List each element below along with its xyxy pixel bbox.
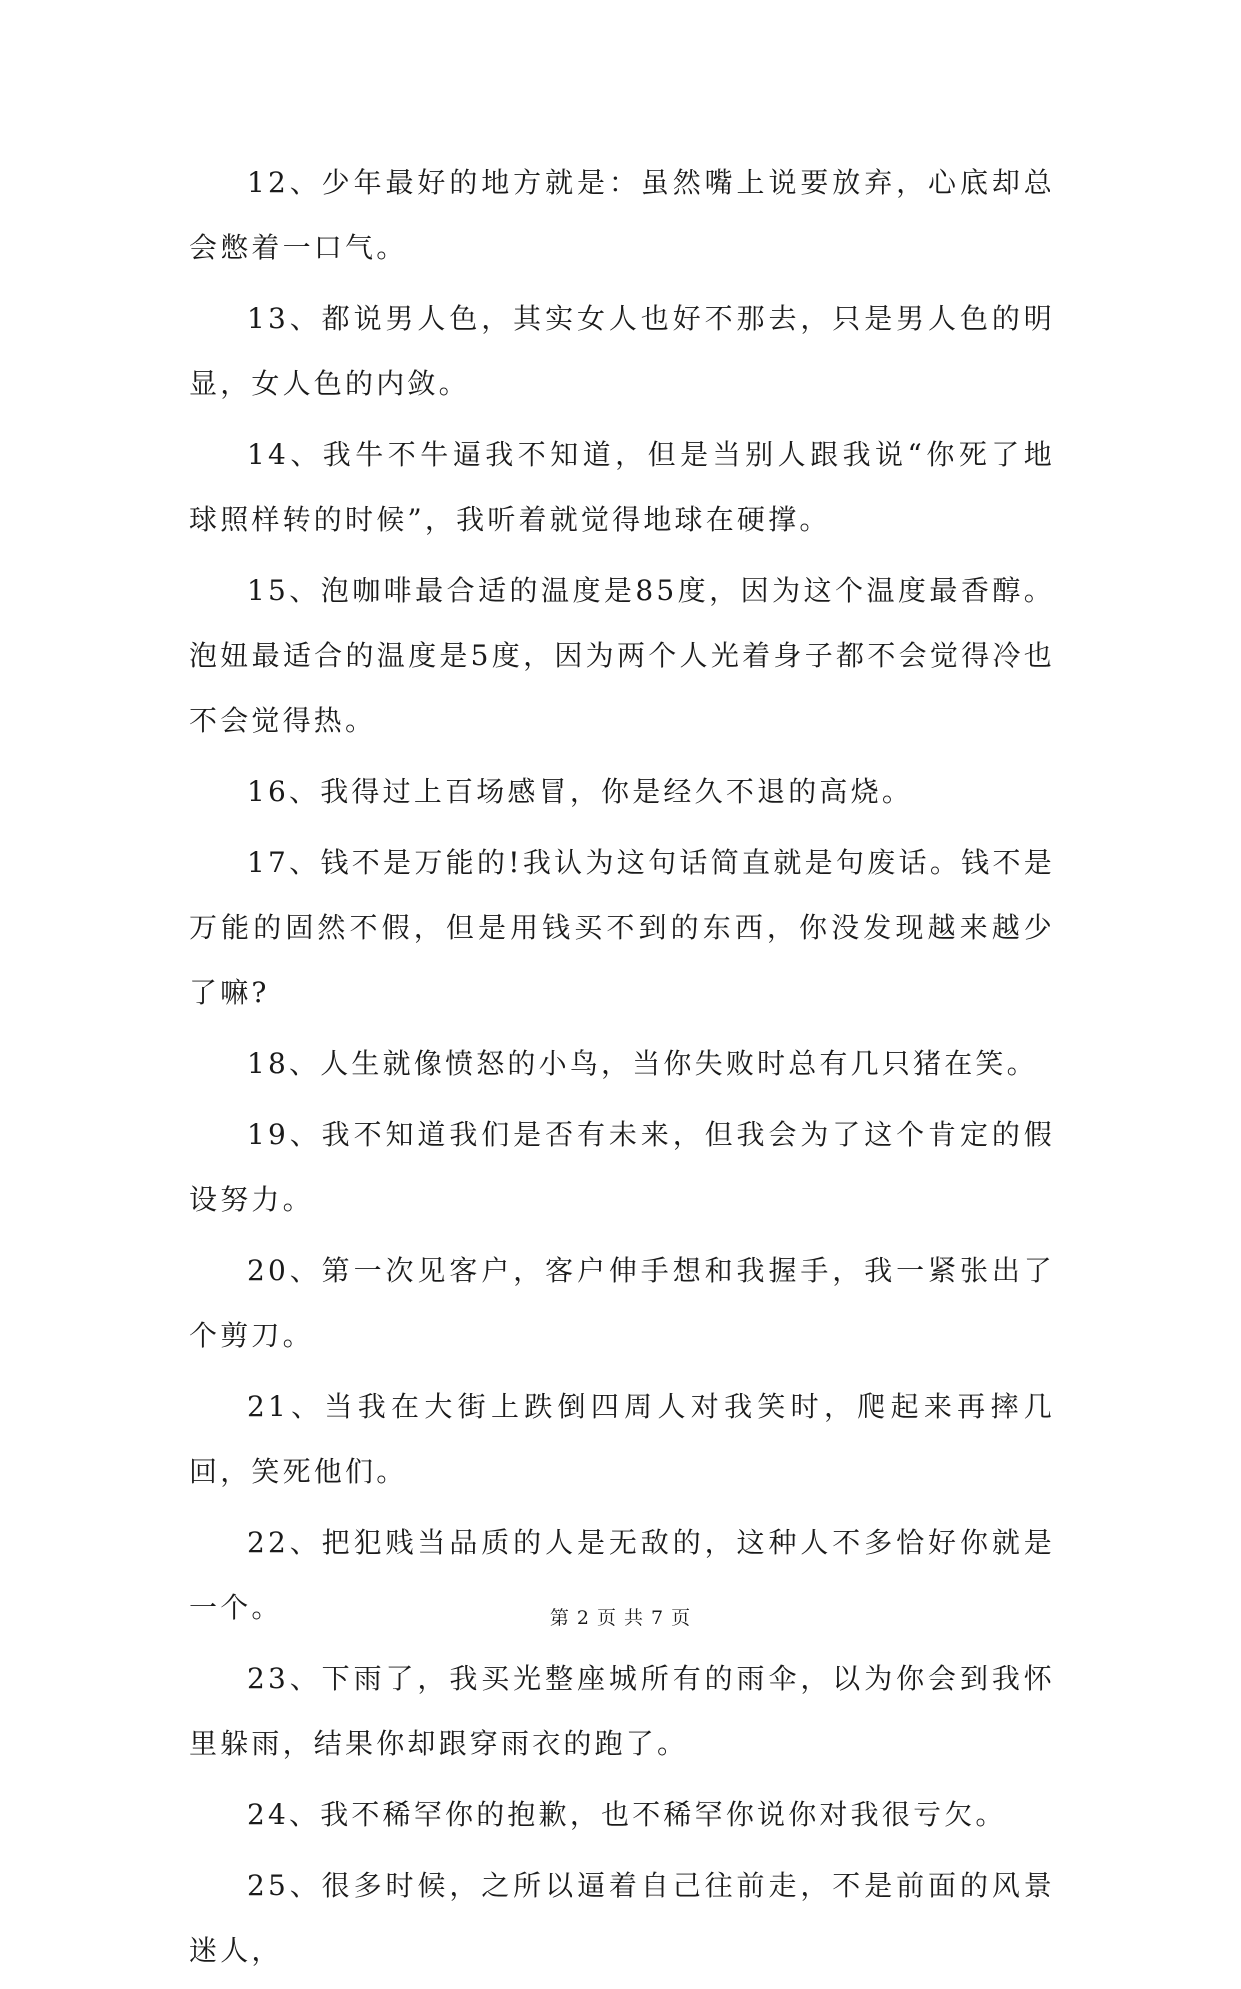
page-footer	[0, 1603, 1241, 1630]
paragraph-24: 24、我不稀罕你的抱歉，也不稀罕你说你对我很亏欠。	[247, 1798, 1007, 1831]
document-body	[189, 150, 1055, 1989]
paragraph-20: 20、第一次见客户，客户伸手想和我握手，我一紧张出了个剪刀。	[189, 1254, 1055, 1352]
paragraph-23: 23、下雨了，我买光整座城所有的雨伞，以为你会到我怀里躲雨，结果你却跟穿雨衣的跑了。	[189, 1662, 1055, 1760]
paragraph-13: 13、都说男人色，其实女人也好不那去，只是男人色的明显，女人色的内敛。	[189, 302, 1055, 400]
paragraph-12: 12、少年最好的地方就是：虽然嘴上说要放弃，心底却总会憋着一口气。	[189, 166, 1055, 264]
paragraph-19: 19、我不知道我们是否有未来，但我会为了这个肯定的假设努力。	[189, 1118, 1055, 1216]
page-number-label: 第 2 页 共 7 页	[549, 1607, 692, 1629]
paragraph-25: 25、很多时候，之所以逼着自己往前走，不是前面的风景迷人，	[189, 1869, 1055, 1967]
paragraph-15: 15、泡咖啡最合适的温度是85度，因为这个温度最香醇。泡妞最适合的温度是5度，因为两个人光着身子都不会觉得冷也不会觉得热。	[189, 574, 1055, 737]
paragraph-22: 22、把犯贱当品质的人是无敌的，这种人不多恰好你就是一个。	[189, 1526, 1055, 1624]
paragraph-21: 21、当我在大街上跌倒四周人对我笑时，爬起来再摔几回，笑死他们。	[189, 1390, 1055, 1488]
paragraph-14: 14、我牛不牛逼我不知道，但是当别人跟我说“你死了地球照样转的时候”，我听着就觉得地球在硬撑。	[189, 438, 1055, 536]
paragraph-18: 18、人生就像愤怒的小鸟，当你失败时总有几只猪在笑。	[247, 1047, 1038, 1080]
paragraph-17: 17、钱不是万能的!我认为这句话简直就是句废话。钱不是万能的固然不假，但是用钱买不到的东西，你没发现越来越少了嘛?	[189, 846, 1055, 1009]
paragraph-16: 16、我得过上百场感冒，你是经久不退的高烧。	[247, 775, 914, 808]
